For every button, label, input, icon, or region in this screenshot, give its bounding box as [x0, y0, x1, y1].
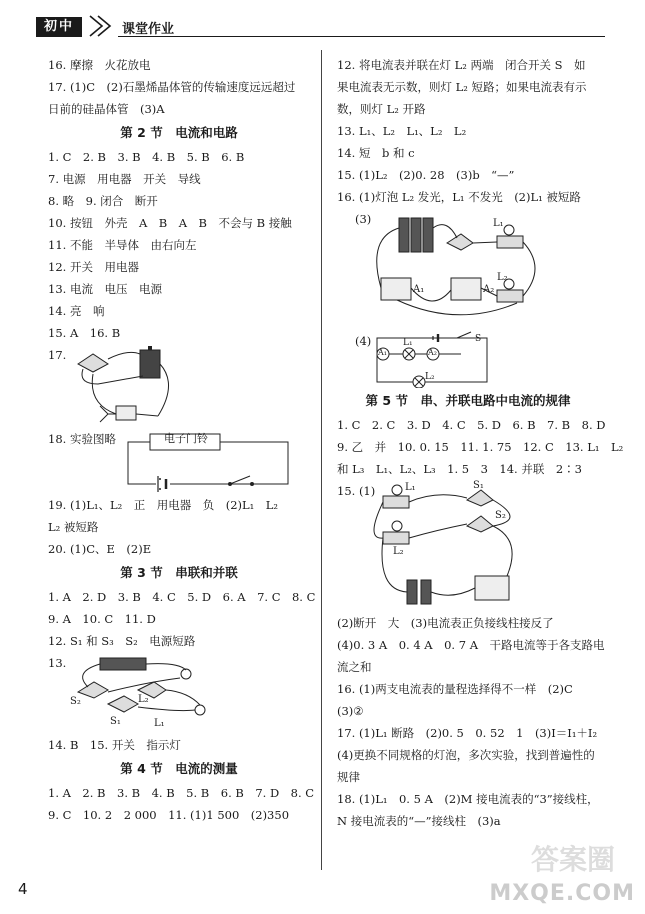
bulb-label: L₂ — [425, 372, 435, 382]
bulb-label: L₁ — [405, 482, 416, 493]
answer-line: 20. (1)C、E (2)E — [48, 542, 152, 556]
ammeter-label: A₁ — [378, 348, 387, 357]
switch-label: S₂ — [495, 510, 506, 521]
answer-line: 16. 摩擦 火花放电 — [48, 58, 151, 72]
switch-label: S — [475, 334, 482, 344]
bulb-icon — [195, 705, 205, 715]
ammeter-icon — [451, 278, 481, 300]
battery-icon — [100, 658, 146, 670]
battery-icon — [421, 580, 431, 604]
figure-13 — [48, 652, 310, 734]
answer-line: (4)0. 3 A 0. 4 A 0. 7 A 干路电流等于各支路电 — [337, 638, 605, 652]
figure-15 — [337, 480, 599, 612]
bulb-icon — [392, 521, 402, 531]
answer-line: 1. C 2. C 3. D 4. C 5. D 6. B 7. B 8. D — [337, 418, 606, 432]
switch-label: S₁ — [110, 716, 121, 727]
section-title: 第 4 节 电流的测量 — [120, 761, 238, 776]
bulb-icon — [504, 225, 514, 235]
answer-line: (3)② — [337, 704, 364, 718]
bulb-icon — [181, 669, 191, 679]
answer-line: 12. 开关 用电器 — [48, 260, 139, 274]
answer-line: 10. 按钮 外壳 A B A B 不会与 B 接触 — [48, 216, 292, 230]
figure-16-4 — [337, 330, 599, 388]
battery-icon — [140, 350, 160, 378]
answer-line: 14. 亮 响 — [48, 304, 105, 318]
answer-line: 17. (1)C (2)石墨烯晶体管的传输速度远远超过 — [48, 80, 296, 94]
bulb-label: L₂ — [393, 546, 404, 557]
answer-line: 数，则灯 L₂ 开路 — [337, 102, 426, 116]
answer-line: 18. (1)L₁ 0. 5 A (2)M 接电流表的“3”接线柱， — [337, 792, 599, 806]
answer-line: 9. A 10. C 11. D — [48, 612, 156, 626]
switch-label: S₁ — [473, 480, 484, 491]
answer-line: 18. 实验图略 — [48, 432, 116, 446]
answer-line: L₂ 被短路 — [48, 520, 99, 534]
page-header — [0, 0, 645, 40]
answer-line: 13. — [48, 656, 67, 670]
battery-icon — [407, 580, 417, 604]
answer-line: 14. 短 b 和 c — [337, 146, 415, 160]
answer-line: 15. A 16. B — [48, 326, 121, 340]
bulb-icon — [392, 485, 402, 495]
answer-line: 13. 电流 电压 电源 — [48, 282, 162, 296]
ammeter-label: A₂ — [428, 348, 437, 357]
circuit-diagram-15 — [357, 480, 557, 612]
answer-line: 15. (1) — [337, 484, 376, 498]
bulb-label: L₂ — [497, 272, 508, 283]
answer-line: (2)断开 大 (3)电流表正负接线柱接反了 — [337, 616, 554, 630]
answer-line: (3) — [355, 212, 372, 226]
battery-icon — [423, 218, 433, 252]
header-rule — [118, 36, 605, 37]
doorbell-label: 电子门铃 — [164, 432, 208, 445]
answer-line: 12. 将电流表并联在灯 L₂ 两端 闭合开关 S 如 — [337, 58, 586, 72]
answer-line: 和 L₃ L₁、L₂、L₃ 1. 5 3 14. 并联 2∶3 — [337, 462, 582, 476]
ammeter-icon — [475, 576, 509, 600]
switch-label: S₂ — [70, 696, 81, 707]
ammeter-label: A₂ — [483, 284, 495, 295]
switch-icon — [78, 682, 108, 698]
answer-line: (4) — [355, 334, 372, 348]
switch-icon — [108, 696, 138, 712]
page-number: 4 — [18, 880, 28, 898]
answer-line: 19. (1)L₁、L₂ 正 用电器 负 (2)L₁ L₂ — [48, 498, 279, 512]
left-column — [48, 54, 316, 826]
ammeter-icon — [381, 278, 411, 300]
bulb-label: L₁ — [493, 218, 504, 229]
bulb-label: L₂ — [138, 694, 149, 705]
watermark-logo: 答案圈 — [530, 843, 615, 876]
answer-line: 15. (1)L₂ (2)0. 28 (3)b “—” — [337, 168, 515, 182]
figure-18 — [48, 428, 310, 494]
motor-icon — [116, 406, 136, 420]
answer-line: 果电流表无示数，则灯 L₂ 短路；如果电流表有示 — [337, 80, 587, 94]
answer-line: 14. B 15. 开关 指示灯 — [48, 738, 181, 752]
section-title: 第 5 节 串、并联电路中电流的规律 — [365, 393, 571, 408]
answer-line: 17. — [48, 348, 67, 362]
answer-line: 8. 略 9. 闭合 断开 — [48, 194, 158, 208]
answer-line: 日前的硅晶体管 (3)A — [48, 102, 165, 116]
right-column — [337, 54, 624, 832]
header-brand: 初中 — [36, 17, 82, 37]
answer-line: 12. S₁ 和 S₃ S₂ 电源短路 — [48, 634, 196, 648]
battery-icon — [399, 218, 409, 252]
switch-icon — [467, 490, 493, 506]
answer-line: 16. (1)两支电流表的量程选择得不一样 (2)C — [337, 682, 573, 696]
circuit-diagram-16-3 — [357, 208, 557, 330]
switch-icon — [467, 516, 493, 532]
answer-line: 16. (1)灯泡 L₂ 发光，L₁ 不发光 (2)L₁ 被短路 — [337, 190, 581, 204]
switch-icon — [447, 234, 473, 250]
figure-17 — [48, 344, 310, 428]
bulb-label: L₁ — [403, 338, 413, 348]
watermark-url: MXQE.COM — [489, 881, 635, 906]
figure-16-3 — [337, 208, 599, 330]
answer-line: 流之和 — [337, 660, 372, 674]
fan-icon — [100, 406, 116, 422]
answer-line: 13. L₁、L₂ L₁、L₂ L₂ — [337, 124, 467, 138]
answer-line: 9. 乙 并 10. 0. 15 11. 1. 75 12. C 13. L₁ L₂ — [337, 440, 624, 454]
answer-line: 11. 不能 半导体 由右向左 — [48, 238, 197, 252]
answer-line: 17. (1)L₁ 断路 (2)0. 5 0. 52 1 (3)I＝I₁＋I₂ — [337, 726, 598, 740]
column-divider — [321, 50, 322, 870]
answer-line: 1. C 2. B 3. B 4. B 5. B 6. B — [48, 150, 245, 164]
circuit-diagram-16-4 — [371, 330, 511, 388]
switch-icon — [457, 332, 471, 338]
answer-line: 9. C 10. 2 2 000 11. (1)1 500 (2)350 — [48, 808, 290, 822]
circuit-diagram-17 — [48, 344, 248, 428]
ammeter-label: A₁ — [413, 284, 425, 295]
header-title: 课堂作业 — [122, 22, 175, 37]
switch-icon — [230, 476, 250, 484]
bulb-label: L₁ — [154, 718, 165, 729]
circuit-diagram-13 — [68, 652, 228, 734]
answer-line: 1. A 2. D 3. B 4. C 5. D 6. A 7. C 8. C — [48, 590, 316, 604]
answer-line: (4)更换不同规格的灯泡，多次实验，找到普遍性的 — [337, 748, 595, 762]
section-title: 第 3 节 串联和并联 — [120, 565, 238, 580]
answer-line: 规律 — [337, 770, 360, 784]
chevron-right-icon — [88, 14, 118, 38]
section-title: 第 2 节 电流和电路 — [120, 125, 238, 140]
answer-line: 1. A 2. B 3. B 4. B 5. B 6. B 7. D 8. C — [48, 786, 315, 800]
answer-line: N 接电流表的“—”接线柱 (3)a — [337, 814, 501, 828]
answer-line: 7. 电源 用电器 开关 导线 — [48, 172, 201, 186]
battery-icon — [411, 218, 421, 252]
